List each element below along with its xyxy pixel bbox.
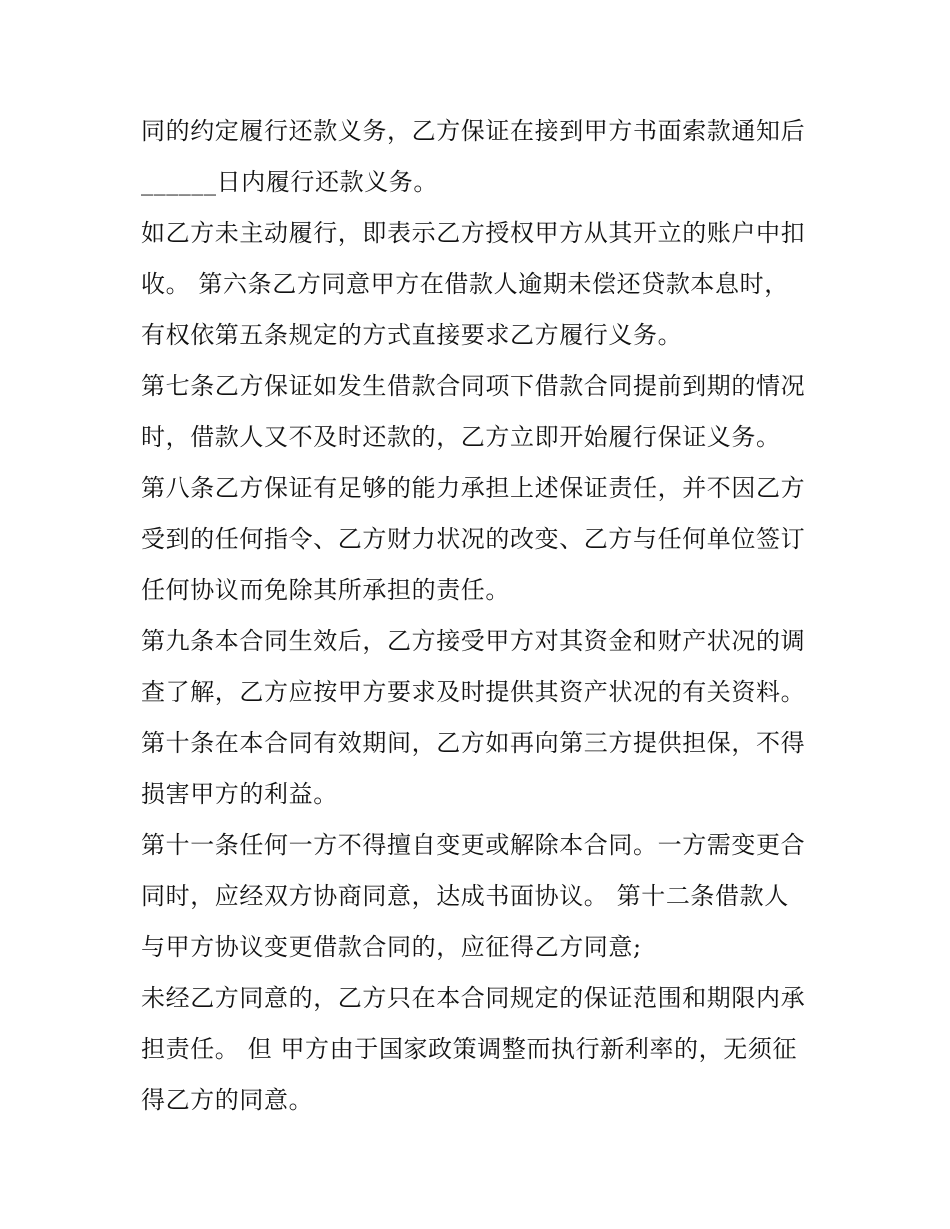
document-body (141, 106, 821, 1126)
text-line: 第十一条任何一方不得擅自变更或解除本合同。一方需变更合 (141, 831, 806, 859)
text-line: 担责任。 但 甲方由于国家政策调整而执行新利率的，无须征 (141, 1035, 798, 1063)
text-line: 查了解，乙方应按甲方要求及时提供其资产状况的有关资料。 (141, 678, 806, 706)
text-line: 得乙方的同意。 (141, 1086, 314, 1114)
text-line: 损害甲方的利益。 (141, 780, 338, 808)
text-line: 有权依第五条规定的方式直接要求乙方履行义务。 (141, 321, 683, 349)
text-line: 同时，应经双方协商同意，达成书面协议。 第十二条借款人 (141, 882, 789, 910)
text-line: ______日内履行还款义务。 (141, 168, 438, 196)
text-line: 任何协议而免除其所承担的责任。 (141, 576, 510, 604)
text-line: 受到的任何指令、乙方财力状况的改变、乙方与任何单位签订 (141, 525, 806, 553)
text-line: 如乙方未主动履行，即表示乙方授权甲方从其开立的账户中扣 (141, 219, 806, 247)
text-line: 与甲方协议变更借款合同的，应征得乙方同意; (141, 933, 642, 961)
text-line: 同的约定履行还款义务，乙方保证在接到甲方书面索款通知后 (141, 117, 806, 145)
text-line: 第八条乙方保证有足够的能力承担上述保证责任，并不因乙方 (141, 474, 806, 502)
text-line: 未经乙方同意的，乙方只在本合同规定的保证范围和期限内承 (141, 984, 806, 1012)
text-line: 收。 第六条乙方同意甲方在借款人逾期未偿还贷款本息时， (141, 270, 789, 298)
text-line: 第七条乙方保证如发生借款合同项下借款合同提前到期的情况 (141, 372, 806, 400)
text-line: 第九条本合同生效后，乙方接受甲方对其资金和财产状况的调 (141, 627, 806, 655)
text-line: 第十条在本合同有效期间，乙方如再向第三方提供担保，不得 (141, 729, 806, 757)
text-line: 时，借款人又不及时还款的，乙方立即开始履行保证义务。 (141, 423, 781, 451)
